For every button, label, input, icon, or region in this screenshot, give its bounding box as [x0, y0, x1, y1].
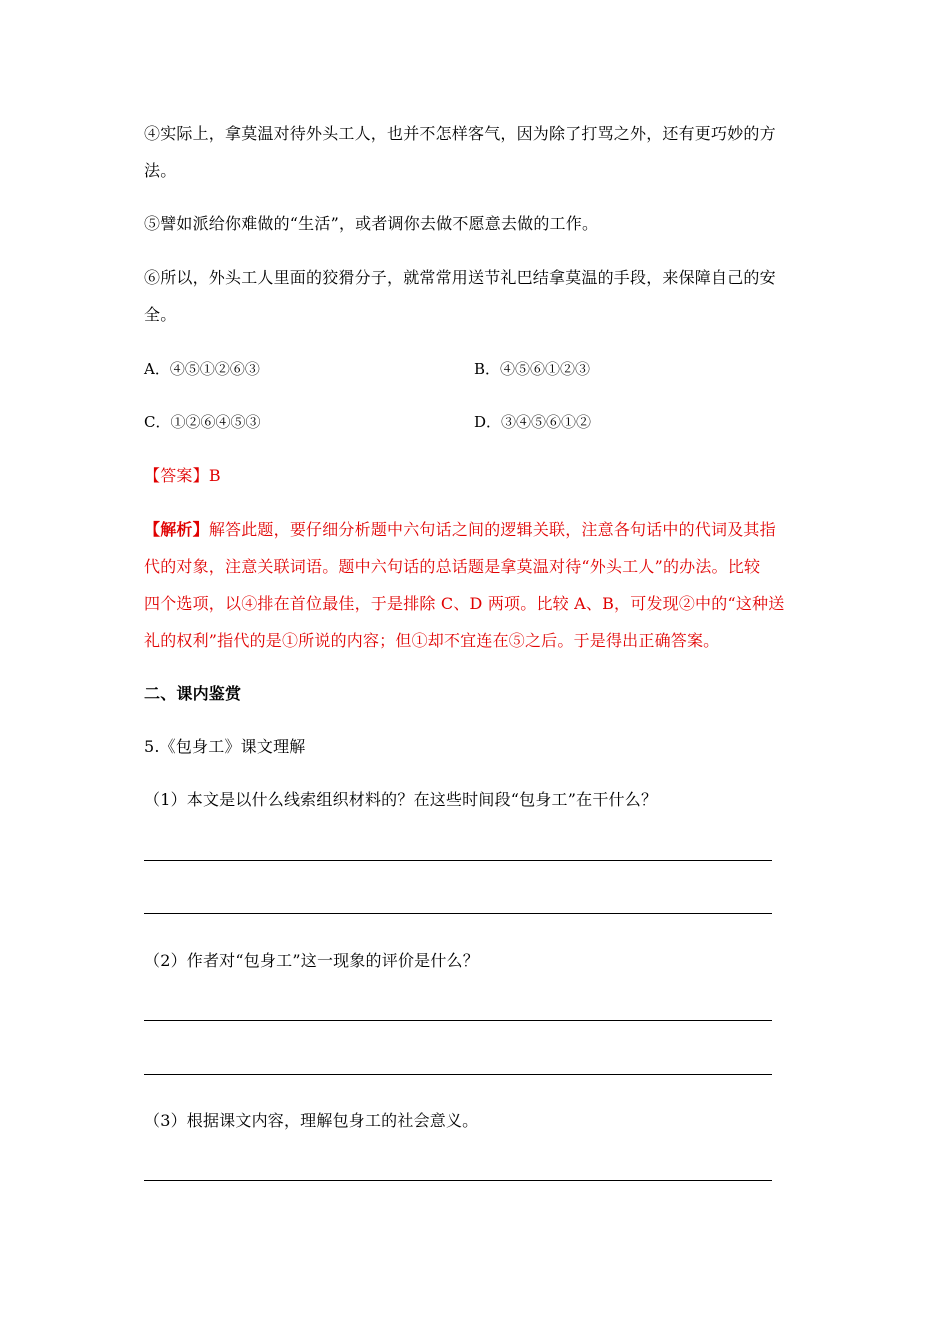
- section-heading: 二、课内鉴赏: [144, 684, 242, 703]
- option-b: B．④⑤⑥①②③: [474, 360, 591, 378]
- answer-blank-line[interactable]: [144, 1074, 772, 1075]
- sentence-6-line-2: 全。: [144, 305, 177, 324]
- answer-blank-line[interactable]: [144, 913, 772, 914]
- sentence-6-line-1: ⑥所以，外头工人里面的狡猾分子，就常常用送节礼巴结拿莫温的手段，来保障自己的安: [144, 268, 776, 287]
- analysis-line-1: [144, 520, 776, 540]
- analysis-text-1: 解答此题，要仔细分析题中六句话之间的逻辑关联，注意各句话中的代词及其指: [208, 520, 776, 539]
- question-5-title: 5.《包身工》课文理解: [144, 737, 306, 756]
- analysis-line-4: 礼的权利”指代的是①所说的内容；但①却不宜连在⑤之后。于是得出正确答案。: [144, 631, 720, 650]
- question-5-1: （1）本文是以什么线索组织材料的？在这些时间段“包身工”在干什么？: [144, 790, 658, 809]
- answer-line: [144, 466, 221, 486]
- answer-blank-line[interactable]: [144, 1180, 772, 1181]
- answer-value: B: [208, 466, 221, 485]
- analysis-line-3: 四个选项，以④排在首位最佳，于是排除 C、D 两项。比较 A、B，可发现②中的“这种送: [144, 594, 785, 613]
- analysis-line-2: 代的对象，注意关联词语。题中六句话的总话题是拿莫温对待“外头工人”的办法。比较: [144, 557, 761, 576]
- question-5-2: （2）作者对“包身工”这一现象的评价是什么？: [144, 951, 479, 970]
- sentence-4-line-1: ④实际上，拿莫温对待外头工人，也并不怎样客气，因为除了打骂之外，还有更巧妙的方: [144, 124, 776, 143]
- answer-label: 【答案】: [144, 466, 209, 485]
- sentence-4-line-2: 法。: [144, 161, 177, 180]
- option-c: C．①②⑥④⑤③: [144, 413, 261, 431]
- answer-blank-line[interactable]: [144, 1020, 772, 1021]
- option-a: A．④⑤①②⑥③: [144, 360, 260, 378]
- option-d: D．③④⑤⑥①②: [474, 413, 592, 431]
- analysis-label: 【解析】: [144, 520, 209, 539]
- question-5-3: （3）根据课文内容，理解包身工的社会意义。: [144, 1111, 479, 1130]
- sentence-5: ⑤譬如派给你难做的“生活”，或者调你去做不愿意去做的工作。: [144, 214, 599, 233]
- answer-blank-line[interactable]: [144, 860, 772, 861]
